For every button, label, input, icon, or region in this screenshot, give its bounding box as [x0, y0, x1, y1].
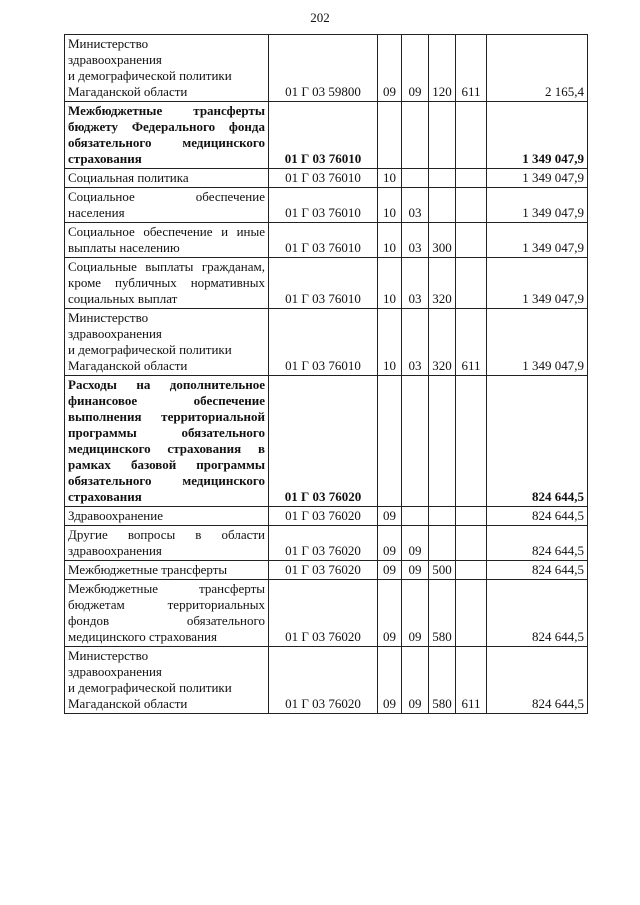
amount: 1 349 047,9: [487, 188, 588, 223]
section-code: 10: [378, 188, 402, 223]
administrator-code: 611: [456, 647, 487, 714]
administrator-code: [456, 507, 487, 526]
table-row: [65, 580, 588, 647]
expense-type-code: 300: [429, 223, 456, 258]
amount: 1 349 047,9: [487, 258, 588, 309]
target-article-code: 01 Г 03 76010: [269, 223, 378, 258]
table-row: [65, 35, 588, 102]
amount: 824 644,5: [487, 561, 588, 580]
administrator-code: [456, 223, 487, 258]
target-article-code: 01 Г 03 76010: [269, 309, 378, 376]
section-code: 10: [378, 258, 402, 309]
expense-name: Другие вопросы в области здравоохранения: [65, 526, 269, 561]
amount: 824 644,5: [487, 376, 588, 507]
section-code: 10: [378, 309, 402, 376]
amount: 824 644,5: [487, 507, 588, 526]
table-row: [65, 188, 588, 223]
target-article-code: 01 Г 03 76010: [269, 169, 378, 188]
table-row: [65, 223, 588, 258]
subsection-code: [402, 376, 429, 507]
table-row: [65, 309, 588, 376]
section-code: [378, 376, 402, 507]
section-code: 10: [378, 223, 402, 258]
table-row: [65, 647, 588, 714]
expense-type-code: [429, 188, 456, 223]
administrator-code: [456, 526, 487, 561]
budget-table: [64, 34, 588, 714]
amount: 2 165,4: [487, 35, 588, 102]
subsection-code: [402, 169, 429, 188]
expense-type-code: 500: [429, 561, 456, 580]
expense-name: Социальная политика: [65, 169, 269, 188]
page-number: 202: [310, 10, 330, 25]
table-row: [65, 169, 588, 188]
section-code: 09: [378, 561, 402, 580]
section-code: 09: [378, 526, 402, 561]
amount: 1 349 047,9: [487, 169, 588, 188]
subsection-code: 03: [402, 258, 429, 309]
subsection-code: 09: [402, 35, 429, 102]
table-row: [65, 258, 588, 309]
section-code: 09: [378, 507, 402, 526]
expense-name: Социальные выплаты гражданам, кроме публичных нормативных социальных выплат: [65, 258, 269, 309]
target-article-code: 01 Г 03 59800: [269, 35, 378, 102]
subsection-code: 09: [402, 561, 429, 580]
subsection-code: 03: [402, 188, 429, 223]
table-row: [65, 526, 588, 561]
expense-type-code: 320: [429, 309, 456, 376]
subsection-code: 03: [402, 223, 429, 258]
expense-name: Межбюджетные трансферты бюджету Федерального фонда обязательного медицинского страхования: [65, 102, 269, 169]
target-article-code: 01 Г 03 76020: [269, 561, 378, 580]
expense-type-code: 580: [429, 647, 456, 714]
section-code: 09: [378, 35, 402, 102]
subsection-code: [402, 102, 429, 169]
subsection-code: 03: [402, 309, 429, 376]
expense-name: Межбюджетные трансферты бюджетам территориальных фондов обязательного медицинского страхования: [65, 580, 269, 647]
target-article-code: 01 Г 03 76020: [269, 376, 378, 507]
table-body: [65, 35, 588, 714]
table-row: [65, 376, 588, 507]
amount: 1 349 047,9: [487, 102, 588, 169]
administrator-code: [456, 102, 487, 169]
expense-name: Министерство здравоохранения и демографической политики Магаданской области: [65, 647, 269, 714]
target-article-code: 01 Г 03 76020: [269, 647, 378, 714]
expense-type-code: [429, 526, 456, 561]
expense-type-code: 120: [429, 35, 456, 102]
target-article-code: 01 Г 03 76010: [269, 102, 378, 169]
amount: 824 644,5: [487, 647, 588, 714]
expense-type-code: [429, 507, 456, 526]
expense-type-code: [429, 376, 456, 507]
target-article-code: 01 Г 03 76020: [269, 507, 378, 526]
administrator-code: [456, 580, 487, 647]
administrator-code: [456, 561, 487, 580]
section-code: [378, 102, 402, 169]
expense-type-code: 320: [429, 258, 456, 309]
table-row: [65, 102, 588, 169]
target-article-code: 01 Г 03 76020: [269, 580, 378, 647]
administrator-code: 611: [456, 309, 487, 376]
section-code: 09: [378, 580, 402, 647]
expense-name: Межбюджетные трансферты: [65, 561, 269, 580]
target-article-code: 01 Г 03 76010: [269, 188, 378, 223]
expense-name: Министерство здравоохранения и демографической политики Магаданской области: [65, 35, 269, 102]
amount: 1 349 047,9: [487, 223, 588, 258]
section-code: 10: [378, 169, 402, 188]
administrator-code: [456, 376, 487, 507]
expense-type-code: [429, 169, 456, 188]
subsection-code: [402, 507, 429, 526]
target-article-code: 01 Г 03 76020: [269, 526, 378, 561]
amount: 824 644,5: [487, 580, 588, 647]
subsection-code: 09: [402, 647, 429, 714]
table-row: [65, 561, 588, 580]
subsection-code: 09: [402, 580, 429, 647]
expense-name: Социальное обеспечение населения: [65, 188, 269, 223]
administrator-code: [456, 258, 487, 309]
target-article-code: 01 Г 03 76010: [269, 258, 378, 309]
expense-name: Министерство здравоохранения и демографической политики Магаданской области: [65, 309, 269, 376]
expense-name: Расходы на дополнительное финансовое обеспечение выполнения территориальной программы обязательного медицинского страхования в рамках базовой программы обязательного медицинского страхования: [65, 376, 269, 507]
expense-name: Здравоохранение: [65, 507, 269, 526]
amount: 824 644,5: [487, 526, 588, 561]
amount: 1 349 047,9: [487, 309, 588, 376]
subsection-code: 09: [402, 526, 429, 561]
administrator-code: [456, 188, 487, 223]
administrator-code: 611: [456, 35, 487, 102]
expense-name: Социальное обеспечение и иные выплаты населению: [65, 223, 269, 258]
table-row: [65, 507, 588, 526]
section-code: 09: [378, 647, 402, 714]
expense-type-code: 580: [429, 580, 456, 647]
administrator-code: [456, 169, 487, 188]
expense-type-code: [429, 102, 456, 169]
